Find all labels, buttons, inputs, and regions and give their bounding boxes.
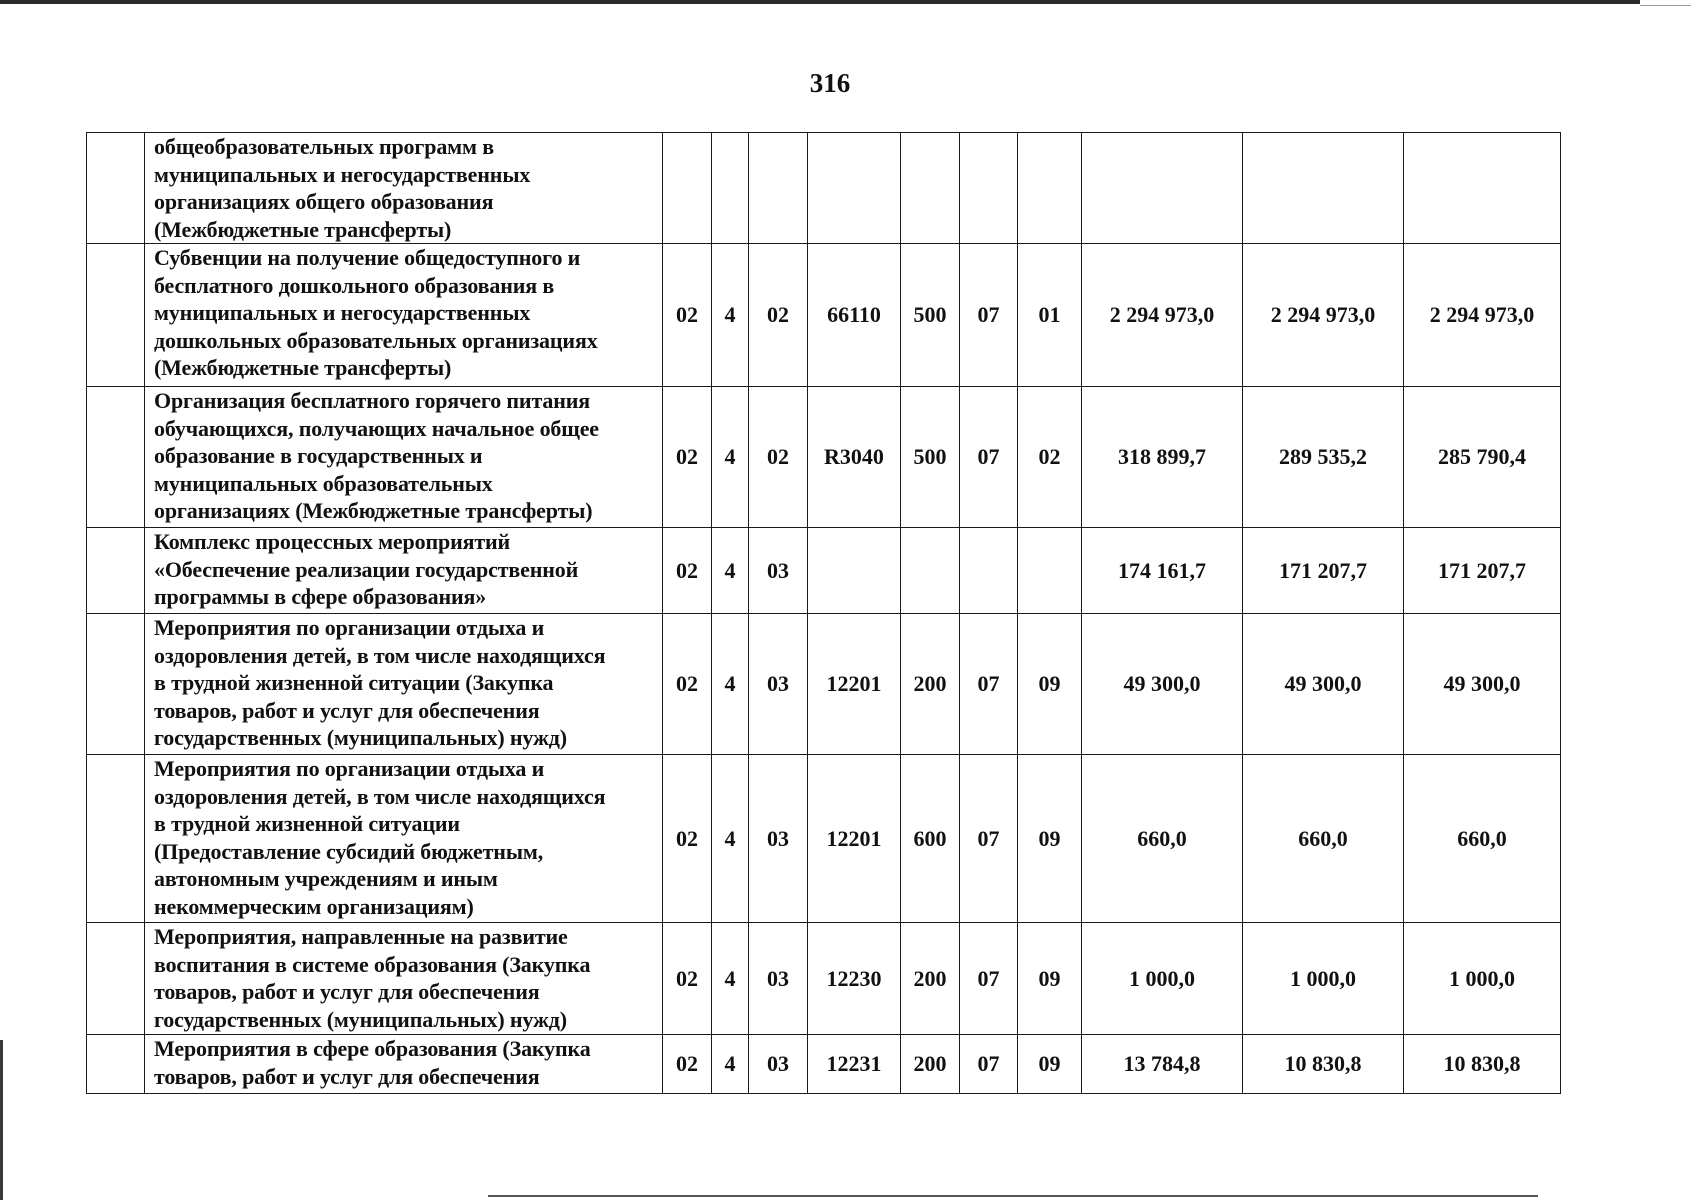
row-description (145, 244, 663, 387)
description-line: оздоровления детей, в том числе находящихся (154, 783, 606, 809)
scan-bottom-border (488, 1195, 1538, 1197)
code-structural-element: 02 (749, 387, 808, 528)
code-direction (808, 528, 901, 614)
description-line: Мероприятия по организации отдыха и (154, 615, 545, 640)
description-line: некоммерческим организациям) (154, 893, 474, 919)
code-structural-element: 03 (749, 755, 808, 923)
code-subsection: 09 (1018, 755, 1082, 923)
description-line: (Предоставление субсидий бюджетным, (154, 838, 544, 864)
description-line: бесплатного дошкольного образования в (154, 272, 555, 298)
code-subprogram: 4 (712, 387, 749, 528)
description-line: оздоровления детей, в том числе находящихся (154, 642, 606, 668)
row-index-cell (87, 387, 145, 528)
code-program: 02 (663, 923, 712, 1035)
code-expense-type (901, 528, 960, 614)
description-line: Организация бесплатного горячего питания (154, 388, 591, 413)
code-section: 07 (960, 1035, 1018, 1094)
amount-year-1: 1 000,0 (1082, 923, 1243, 1035)
row-description (145, 755, 663, 923)
description-line: обучающихся, получающих начальное общее (154, 415, 599, 441)
code-direction (808, 133, 901, 244)
code-subsection (1018, 528, 1082, 614)
amount-year-3: 1 000,0 (1404, 923, 1561, 1035)
amount-year-2 (1243, 133, 1404, 244)
code-subsection: 02 (1018, 387, 1082, 528)
amount-year-1: 2 294 973,0 (1082, 244, 1243, 387)
row-description (145, 528, 663, 614)
table-row (87, 1035, 1561, 1094)
code-program: 02 (663, 528, 712, 614)
description-line: организациях общего образования (154, 189, 494, 214)
scan-left-edge (0, 1040, 3, 1200)
description-line: дошкольных образовательных организациях (154, 327, 598, 353)
code-program (663, 133, 712, 244)
code-subsection: 09 (1018, 923, 1082, 1035)
description-line: товаров, работ и услуг для обеспечения (154, 697, 540, 723)
code-direction: R3040 (808, 387, 901, 528)
description-line: программы в сфере образования» (154, 584, 487, 609)
code-program: 02 (663, 1035, 712, 1094)
code-expense-type (901, 133, 960, 244)
code-structural-element: 03 (749, 528, 808, 614)
amount-year-2: 660,0 (1243, 755, 1404, 923)
amount-year-3 (1404, 133, 1561, 244)
code-subprogram (712, 133, 749, 244)
code-section (960, 528, 1018, 614)
description-line: муниципальных и негосударственных (154, 161, 531, 187)
code-section: 07 (960, 755, 1018, 923)
row-index-cell (87, 133, 145, 244)
amount-year-3: 2 294 973,0 (1404, 244, 1561, 387)
code-subprogram: 4 (712, 528, 749, 614)
row-description (145, 387, 663, 528)
amount-year-1: 49 300,0 (1082, 614, 1243, 755)
code-expense-type: 500 (901, 387, 960, 528)
page-number: 316 (809, 68, 851, 98)
amount-year-2: 10 830,8 (1243, 1035, 1404, 1094)
amount-year-1: 13 784,8 (1082, 1035, 1243, 1094)
code-expense-type: 200 (901, 1035, 960, 1094)
scan-top-border-thin (1640, 5, 1691, 6)
row-index-cell (87, 755, 145, 923)
code-subprogram: 4 (712, 244, 749, 387)
amount-year-3: 49 300,0 (1404, 614, 1561, 755)
code-direction: 12201 (808, 755, 901, 923)
amount-year-2: 1 000,0 (1243, 923, 1404, 1035)
scan-top-border (0, 0, 1640, 4)
description-line: воспитания в системе образования (Закупка (154, 951, 591, 977)
code-subsection (1018, 133, 1082, 244)
table-body (87, 133, 1561, 1094)
row-description (145, 1035, 663, 1094)
row-description (145, 923, 663, 1035)
amount-year-3: 171 207,7 (1404, 528, 1561, 614)
description-line: автономным учреждениям и иным (154, 866, 498, 891)
row-index-cell (87, 244, 145, 387)
code-expense-type: 600 (901, 755, 960, 923)
code-subprogram: 4 (712, 755, 749, 923)
code-expense-type: 500 (901, 244, 960, 387)
description-line: Мероприятия в сфере образования (Закупка (154, 1036, 591, 1061)
code-direction: 66110 (808, 244, 901, 387)
code-section: 07 (960, 923, 1018, 1035)
code-structural-element: 03 (749, 614, 808, 755)
description-line: муниципальных образовательных (154, 470, 493, 496)
table-row (87, 923, 1561, 1035)
code-program: 02 (663, 755, 712, 923)
description-line: государственных (муниципальных) нужд) (154, 1006, 567, 1032)
code-section: 07 (960, 387, 1018, 528)
row-index-cell (87, 1035, 145, 1094)
code-structural-element: 03 (749, 923, 808, 1035)
amount-year-2: 49 300,0 (1243, 614, 1404, 755)
code-structural-element: 02 (749, 244, 808, 387)
description-line: Комплекс процессных мероприятий (154, 529, 511, 554)
table-row (87, 528, 1561, 614)
amount-year-3: 285 790,4 (1404, 387, 1561, 528)
description-line: «Обеспечение реализации государственной (154, 556, 579, 582)
code-section: 07 (960, 244, 1018, 387)
code-program: 02 (663, 387, 712, 528)
table-row (87, 244, 1561, 387)
amount-year-1: 174 161,7 (1082, 528, 1243, 614)
description-line: Мероприятия, направленные на развитие (154, 924, 568, 949)
description-line: (Межбюджетные трансферты) (154, 216, 452, 242)
description-line: в трудной жизненной ситуации (Закупка (154, 670, 554, 695)
row-description (145, 133, 663, 244)
row-description (145, 614, 663, 755)
description-line: общеобразовательных программ в (154, 134, 494, 159)
code-subprogram: 4 (712, 1035, 749, 1094)
code-subsection: 09 (1018, 1035, 1082, 1094)
code-expense-type: 200 (901, 923, 960, 1035)
description-line: Субвенции на получение общедоступного и (154, 245, 581, 270)
code-subprogram: 4 (712, 614, 749, 755)
code-section: 07 (960, 614, 1018, 755)
description-line: образование в государственных и (154, 443, 483, 468)
table-row (87, 755, 1561, 923)
amount-year-1 (1082, 133, 1243, 244)
description-line: товаров, работ и услуг для обеспечения (154, 979, 540, 1004)
description-line: товаров, работ и услуг для обеспечения (154, 1063, 540, 1089)
code-direction: 12231 (808, 1035, 901, 1094)
code-subsection: 01 (1018, 244, 1082, 387)
amount-year-3: 660,0 (1404, 755, 1561, 923)
amount-year-2: 2 294 973,0 (1243, 244, 1404, 387)
amount-year-1: 660,0 (1082, 755, 1243, 923)
amount-year-1: 318 899,7 (1082, 387, 1243, 528)
row-index-cell (87, 528, 145, 614)
code-program: 02 (663, 614, 712, 755)
description-line: в трудной жизненной ситуации (154, 811, 460, 836)
code-direction: 12230 (808, 923, 901, 1035)
description-line: муниципальных и негосударственных (154, 300, 531, 325)
code-direction: 12201 (808, 614, 901, 755)
code-structural-element: 03 (749, 1035, 808, 1094)
description-line: организациях (Межбюджетные трансферты) (154, 498, 593, 523)
code-program: 02 (663, 244, 712, 387)
table-row (87, 133, 1561, 244)
description-line: Мероприятия по организации отдыха и (154, 756, 545, 781)
amount-year-2: 171 207,7 (1243, 528, 1404, 614)
code-expense-type: 200 (901, 614, 960, 755)
code-structural-element (749, 133, 808, 244)
row-index-cell (87, 923, 145, 1035)
code-subprogram: 4 (712, 923, 749, 1035)
table-row (87, 614, 1561, 755)
code-section (960, 133, 1018, 244)
amount-year-2: 289 535,2 (1243, 387, 1404, 528)
description-line: (Межбюджетные трансферты) (154, 355, 452, 380)
table-row (87, 387, 1561, 528)
code-subsection: 09 (1018, 614, 1082, 755)
description-line: государственных (муниципальных) нужд) (154, 725, 567, 750)
budget-table (86, 132, 1561, 1094)
amount-year-3: 10 830,8 (1404, 1035, 1561, 1094)
row-index-cell (87, 614, 145, 755)
